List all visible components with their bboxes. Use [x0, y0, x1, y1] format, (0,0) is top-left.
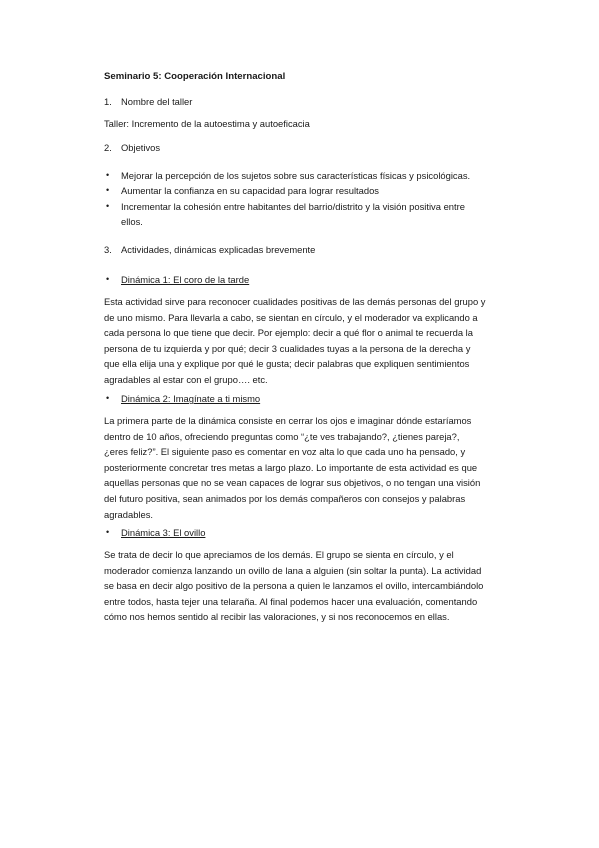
section-2-heading: Objetivos	[121, 142, 161, 153]
paragraph-line: Se trata de decir lo que apreciamos de los demás. El grupo se sienta en círculo, y el	[104, 549, 454, 560]
bullet-icon: •	[106, 170, 110, 180]
paragraph-line: La primera parte de la dinámica consiste en cerrar los ojos e imaginar dónde estaríamos	[104, 415, 472, 426]
objective-text: Mejorar la percepción de los sujetos sobre sus características físicas y psicológicas.	[121, 170, 471, 181]
objective-text: ellos.	[121, 216, 143, 227]
section-1-heading: Nombre del taller	[121, 96, 193, 107]
paragraph-line: moderador comienza lanzando un ovillo de lana a alguien (sin soltar la punta). La actividad	[104, 564, 482, 576]
bullet-icon: •	[106, 201, 110, 211]
workshop-name: Taller: Incremento de la autoestima y autoeficacia	[104, 118, 310, 129]
bullet-icon: •	[106, 274, 110, 284]
paragraph-line: aquellas personas que no se vean capaces de lograr sus objetivos, o no tengan una visión	[104, 477, 481, 489]
dynamic-3-description	[104, 547, 506, 625]
paragraph-line: posteriormente concretar tres metas a largo plazo. Lo importante de esta actividad es que	[104, 461, 478, 473]
paragraph-line: cada persona lo que tiene que decir. Por ejemplo: decir a qué flor o animal te recuerda la	[104, 327, 473, 339]
paragraph-line: agradables.	[104, 508, 153, 520]
paragraph-line: Esta actividad sirve para reconocer cualidades positivas de las demás personas del grupo y	[104, 296, 486, 307]
paragraph-line: agradables al estar con el grupo…. etc.	[104, 373, 268, 385]
section-2-number: 2.	[104, 142, 112, 153]
paragraph-line: persona de tu izquierda y por qué; decir 3 cualidades tuyas a la persona de la derecha y	[104, 342, 471, 354]
section-3-number: 3.	[104, 244, 112, 255]
paragraph-line: se basa en decir algo positivo de la persona a quien le lanzamos el ovillo, intercambiándolo	[104, 580, 484, 592]
dynamic-2-description	[104, 413, 506, 522]
paragraph-line: del futuro positiva, sean animados por los demás compañeros con consejos y palabras	[104, 492, 466, 504]
dynamic-1-description	[104, 294, 506, 388]
bullet-icon: •	[106, 527, 110, 537]
objective-text: Incrementar la cohesión entre habitantes del barrio/distrito y la visión positiva entre	[121, 201, 465, 212]
paragraph-line: de uno mismo. Para llevarla a cabo, se sientan en círculo, y el moderador va explicando a	[104, 311, 478, 323]
paragraph-line: ¿eres feliz?”. El siguiente paso es comentar en voz alta lo que cada uno ha pensado, y	[104, 446, 466, 458]
paragraph-line: cómo nos hemos sentido al recibir las valoraciones, y si nos reconocemos en ellas.	[104, 611, 450, 623]
objective-text: Aumentar la confianza en su capacidad para lograr resultados	[121, 185, 379, 196]
section-3-heading: Actividades, dinámicas explicadas brevemente	[121, 244, 316, 255]
dynamic-1-heading: Dinámica 1: El coro de la tarde	[121, 274, 250, 285]
document-title: Seminario 5: Cooperación Internacional	[104, 71, 286, 82]
section-1-number: 1.	[104, 96, 112, 107]
dynamic-2-heading: Dinámica 2: Imagínate a ti mismo	[121, 393, 261, 404]
paragraph-line: dentro de 10 años, ofreciendo preguntas como “¿te ves trabajando?, ¿tienes pareja?,	[104, 430, 460, 442]
dynamic-3-heading: Dinámica 3: El ovillo	[121, 527, 206, 538]
bullet-icon: •	[106, 393, 110, 403]
paragraph-line: entre todos, hasta tejer una telaraña. Al final podemos hacer una evaluación, comentando	[104, 595, 478, 607]
bullet-icon: •	[106, 185, 110, 195]
paragraph-line: que ella elija una y explique por qué le gusta; decir palabras que expliquen sentimientos	[104, 358, 470, 370]
